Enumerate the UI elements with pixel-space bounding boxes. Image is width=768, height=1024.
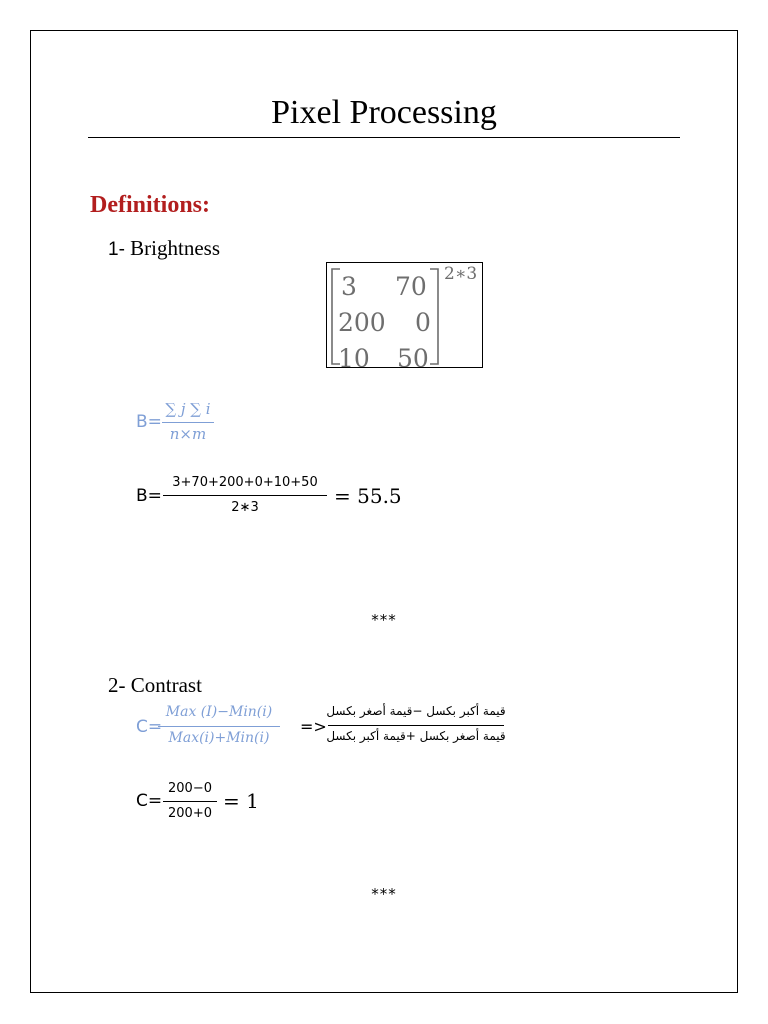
brightness-general-numerator: ∑ j ∑ i <box>165 400 211 418</box>
brightness-general-lhs: B= <box>136 412 162 432</box>
matrix-cell-r2c1: 200 <box>338 308 386 337</box>
matrix-cell-r2c2: 0 <box>415 308 431 337</box>
brightness-label: Brightness <box>130 236 220 260</box>
title-underline <box>88 137 680 138</box>
contrast-arabic-fraction-bar <box>328 725 504 726</box>
contrast-arrow: => <box>300 717 327 736</box>
contrast-general-denominator: Max(i)+Min(i) <box>168 730 270 746</box>
contrast-number: 2- <box>108 673 126 697</box>
contrast-computed-lhs: C= <box>136 791 163 811</box>
matrix-cell-r3c2: 50 <box>397 344 429 368</box>
brightness-number: 1- <box>108 239 125 260</box>
contrast-general-lhs: C= <box>136 717 163 737</box>
brightness-general-fraction-bar <box>162 422 214 423</box>
section-separator-1: *** <box>371 611 397 629</box>
matrix-cell-r3c1: 10 <box>338 344 370 368</box>
contrast-arabic-numerator: قيمة أكبر بكسل −قيمة أصغر بكسل <box>326 704 506 718</box>
contrast-result: = 1 <box>223 789 259 813</box>
matrix-cell-r1c1: 3 <box>341 272 357 301</box>
brightness-computed-fraction-bar <box>163 495 327 496</box>
contrast-computed-denominator: 200+0 <box>168 806 212 821</box>
brightness-computed-lhs: B= <box>136 486 162 506</box>
page-title: Pixel Processing <box>271 94 497 131</box>
brightness-computed-denominator: 2∗3 <box>231 500 259 515</box>
brightness-computed-numerator: 3+70+200+0+10+50 <box>172 475 318 490</box>
contrast-arabic-denominator: قيمة أصغر بكسل +قيمة أكبر بكسل <box>326 729 506 743</box>
contrast-computed-numerator: 200−0 <box>168 781 212 796</box>
contrast-general-numerator: Max (I)−Min(i) <box>165 704 273 720</box>
matrix-cell-r1c2: 70 <box>395 272 427 301</box>
brightness-result: = 55.5 <box>334 484 402 508</box>
brightness-matrix <box>326 262 483 368</box>
contrast-heading <box>108 673 202 698</box>
contrast-computed-fraction-bar <box>163 801 217 802</box>
contrast-label: Contrast <box>130 673 202 697</box>
contrast-general-fraction-bar <box>158 726 280 727</box>
page-frame <box>30 30 738 993</box>
brightness-general-denominator: n×m <box>169 425 207 443</box>
matrix-dimension: 2∗3 <box>444 264 478 284</box>
section-heading-definitions: Definitions: <box>90 192 210 218</box>
section-separator-2: *** <box>371 885 397 903</box>
brightness-heading <box>108 236 220 261</box>
